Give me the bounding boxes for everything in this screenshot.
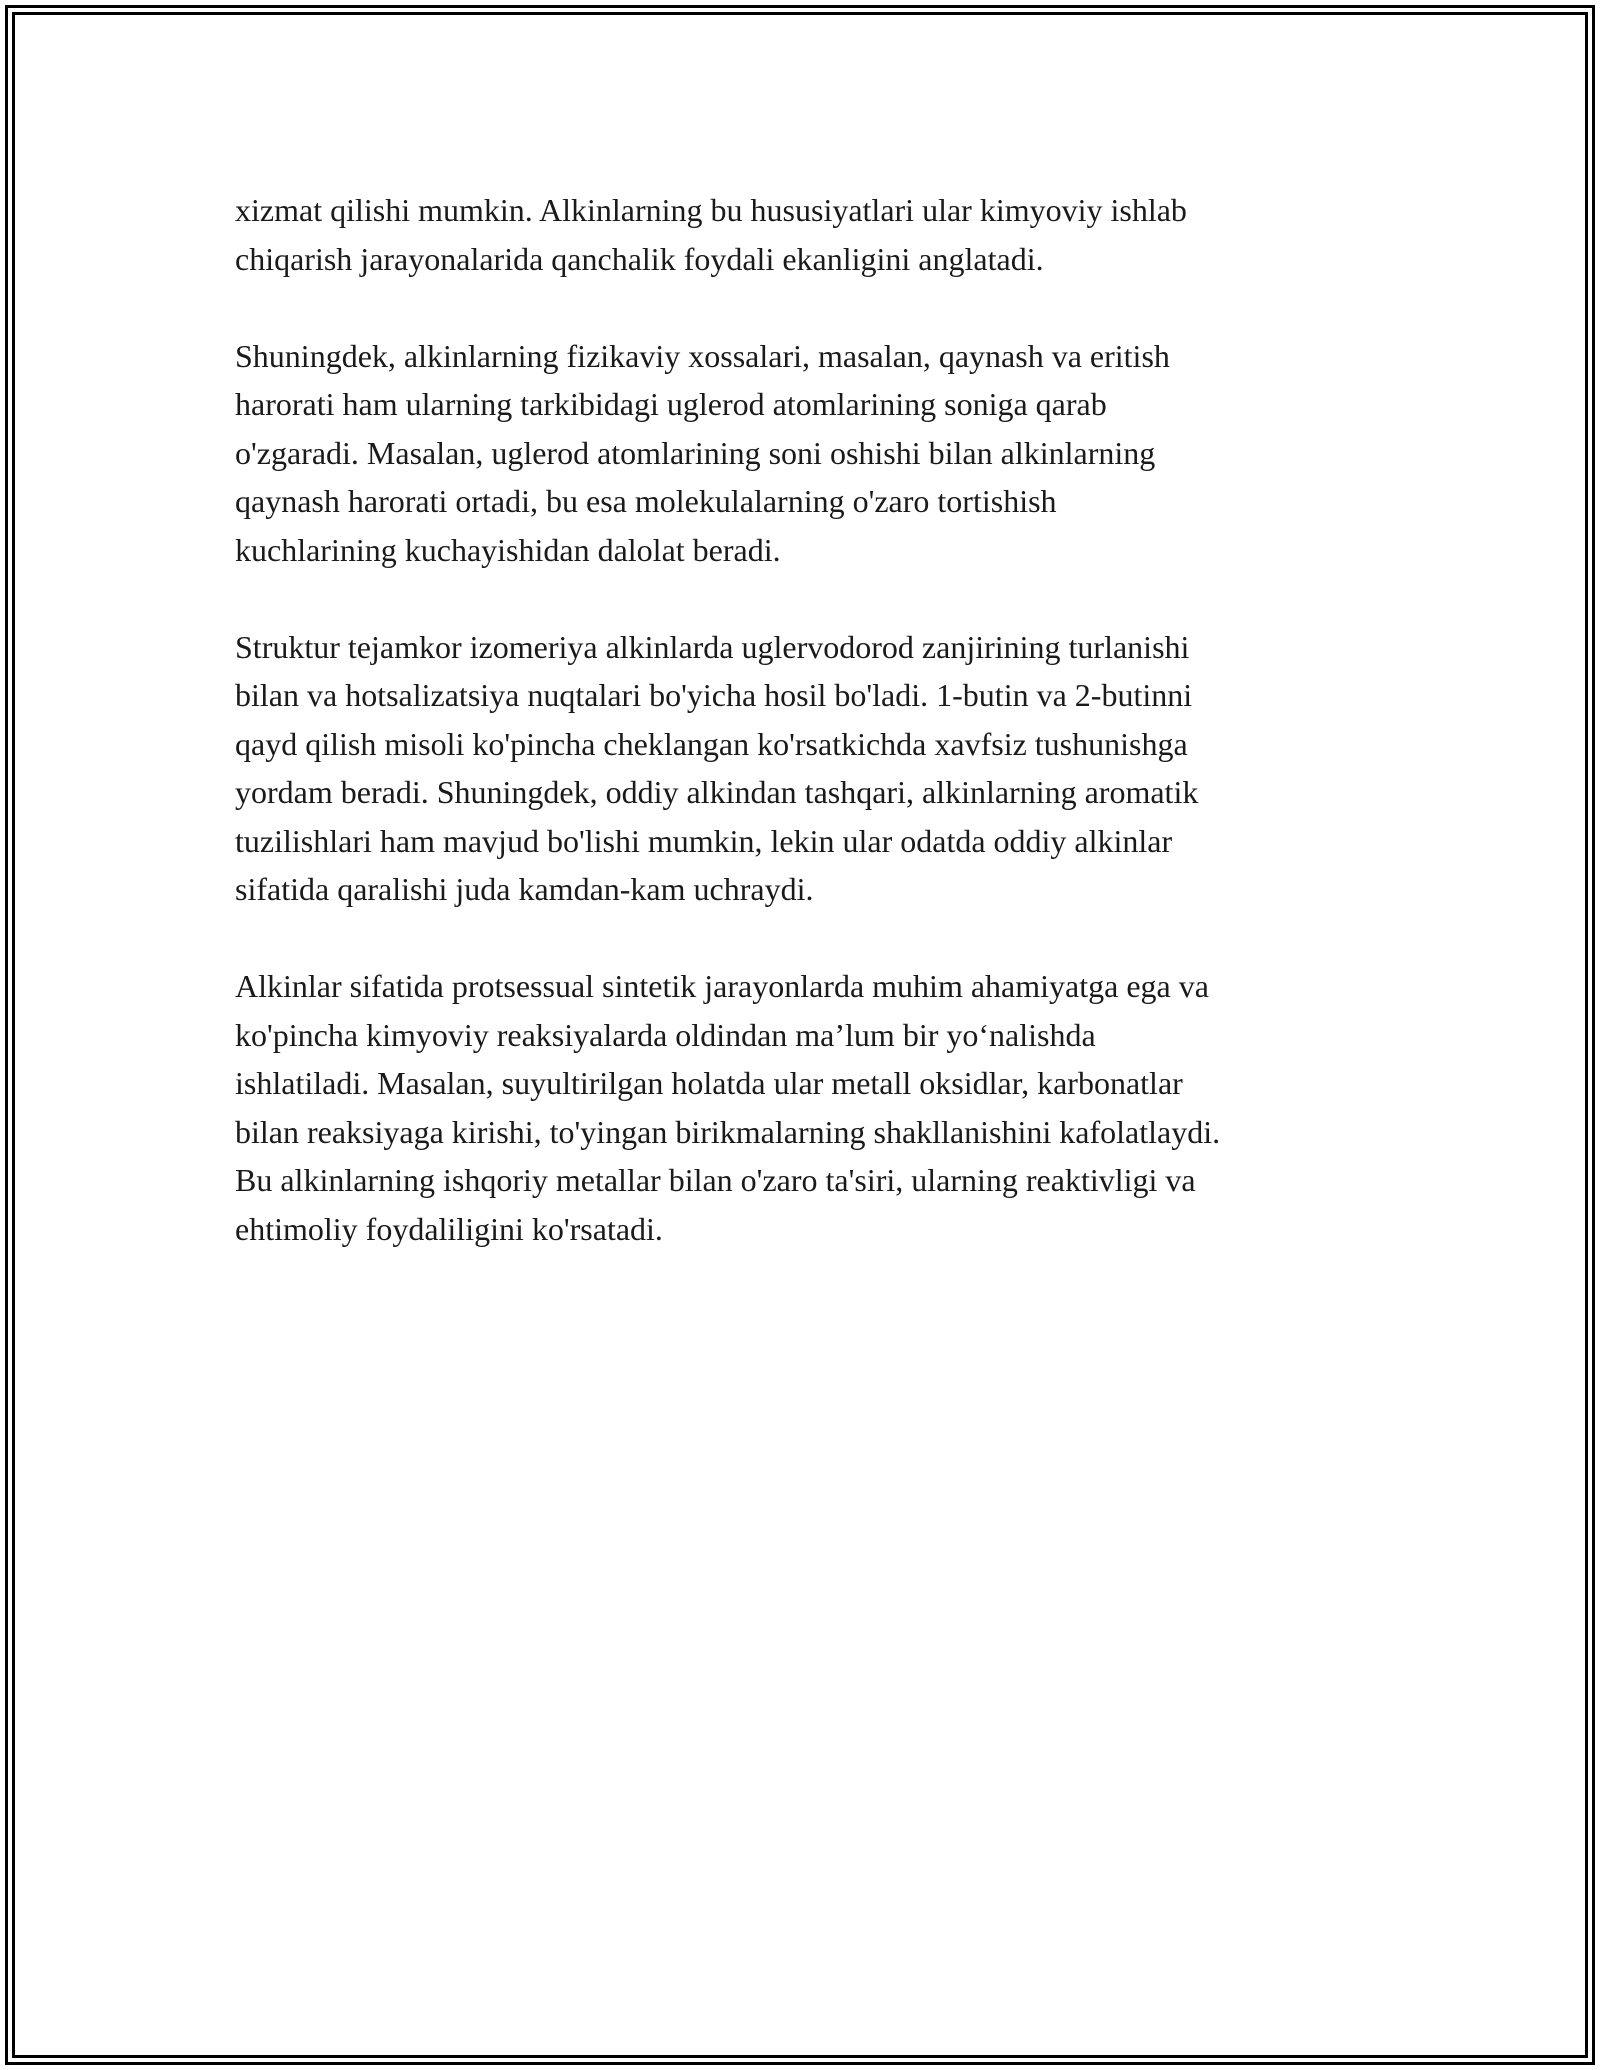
document-body bbox=[235, 186, 1385, 1302]
text-line: bilan reaksiyaga kirishi, to'yingan birikmalarning shakllanishini kafolatlaydi. bbox=[235, 1113, 1221, 1150]
text-line: yordam beradi. Shuningdek, oddiy alkindan tashqari, alkinlarning aromatik bbox=[235, 774, 1199, 810]
text-line: Shuningdek, alkinlarning fizikaviy xossalari, masalan, qaynash va eritish bbox=[235, 337, 1170, 374]
text-line: harorati ham ularning tarkibidagi uglerod atomlarining soniga qarab bbox=[235, 386, 1107, 422]
text-line: Bu alkinlarning ishqoriy metallar bilan o'zaro ta'siri, ularning reaktivligi va bbox=[235, 1162, 1196, 1198]
text-line: ehtimoliy foydaliligini ko'rsatadi. bbox=[235, 1210, 663, 1247]
paragraph-2 bbox=[235, 332, 1385, 575]
text-line: tuzilishlari ham mavjud bo'lishi mumkin, lekin ular odatda oddiy alkinlar bbox=[235, 822, 1173, 859]
text-line: kuchlarining kuchayishidan dalolat beradi. bbox=[235, 531, 781, 568]
text-line: o'zgaradi. Masalan, uglerod atomlarining soni oshishi bilan alkinlarning bbox=[235, 434, 1156, 471]
text-line: bilan va hotsalizatsiya nuqtalari bo'yicha hosil bo'ladi. 1-butin va 2-butinni bbox=[235, 677, 1193, 713]
text-line: xizmat qilishi mumkin. Alkinlarning bu hususiyatlari ular kimyoviy ishlab bbox=[235, 192, 1187, 228]
paragraph-4 bbox=[235, 962, 1385, 1253]
paragraph-3 bbox=[235, 623, 1385, 914]
text-line: ko'pincha kimyoviy reaksiyalarda oldindan ma’lum bir yo‘nalishda bbox=[235, 1016, 1096, 1053]
text-line: Alkinlar sifatida protsessual sintetik jarayonlarda muhim ahamiyatga ega va bbox=[235, 968, 1209, 1004]
paragraph-1 bbox=[235, 186, 1385, 283]
text-line: sifatida qaralishi juda kamdan-kam uchraydi. bbox=[235, 871, 814, 907]
text-line: Struktur tejamkor izomeriya alkinlarda uglervodorod zanjirining turlanishi bbox=[235, 628, 1190, 665]
text-line: qaynash harorati ortadi, bu esa molekulalarning o'zaro tortishish bbox=[235, 483, 1057, 519]
text-line: ishlatiladi. Masalan, suyultirilgan holatda ular metall oksidlar, karbonatlar bbox=[235, 1065, 1183, 1101]
text-line: chiqarish jarayonalarida qanchalik foydali ekanligini anglatadi. bbox=[235, 240, 1044, 277]
text-line: qayd qilish misoli ko'pincha cheklangan ko'rsatkichda xavfsiz tushunishga bbox=[235, 725, 1188, 762]
